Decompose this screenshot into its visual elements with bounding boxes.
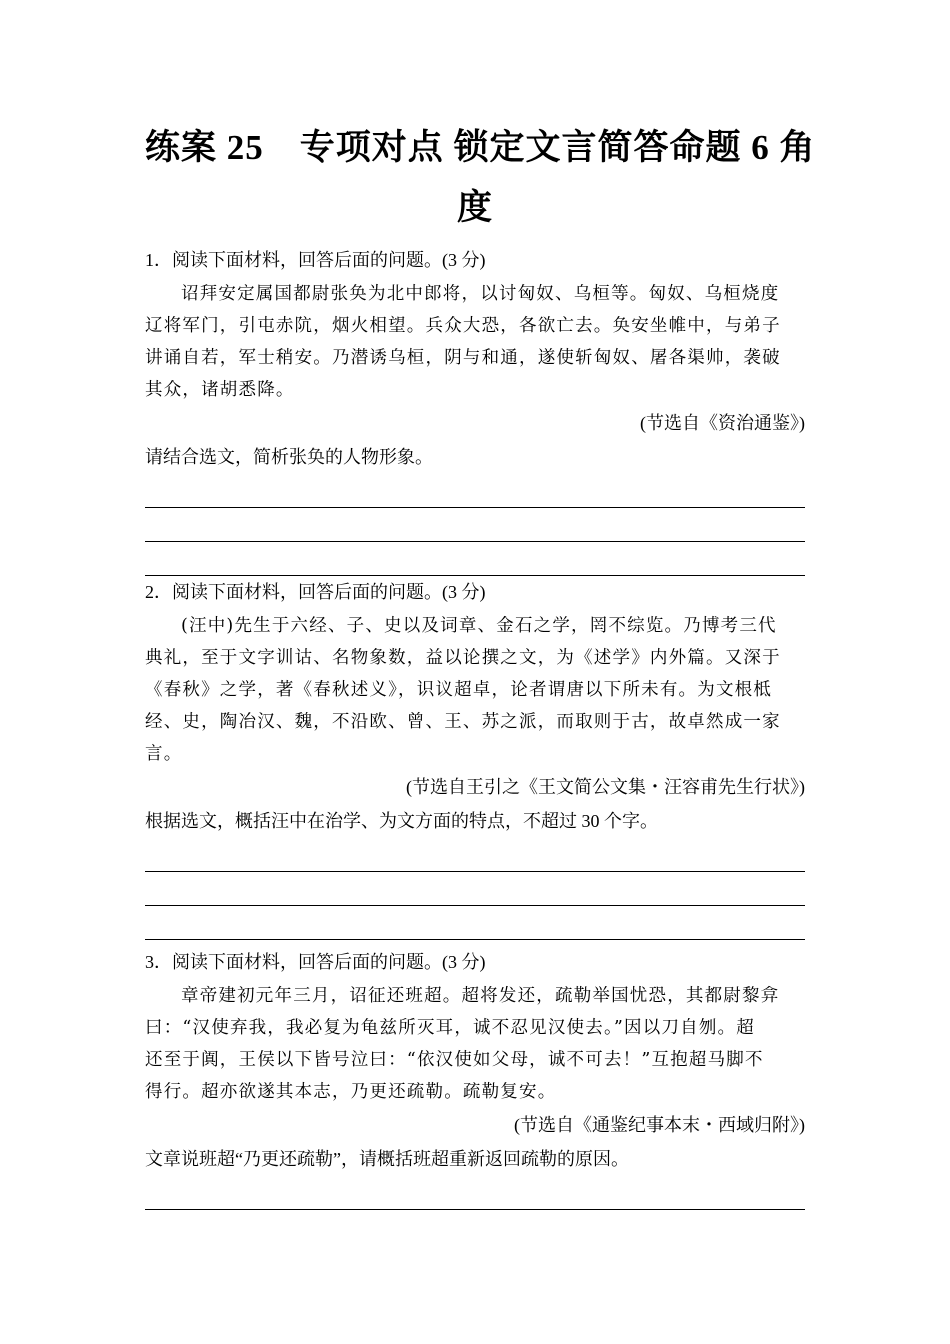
answer-line[interactable]	[145, 474, 805, 508]
passage-line: 典礼，至于文字训诂、名物象数，益以论撰之文，为《述学》内外篇。又深于	[145, 648, 781, 668]
question-prompt: 请结合选文，简析张奂的人物形象。	[145, 447, 433, 467]
passage	[145, 610, 805, 770]
page-title	[145, 0, 816, 238]
passage-line: 得行。超亦欲遂其本志，乃更还疏勒。疏勒复安。	[145, 1082, 557, 1102]
question-3	[145, 946, 805, 1210]
passage-line: 讲诵自若，军士稍安。乃潜诱乌桓，阴与和通，遂使斩匈奴、屠各渠帅，袭破	[145, 348, 781, 368]
passage	[145, 980, 805, 1108]
question-heading: 2．阅读下面材料，回答后面的问题。(3 分)	[145, 582, 486, 602]
source-citation: (节选自《资治通鉴》)	[640, 413, 805, 433]
passage-line: 经、史，陶冶汉、魏，不沿欧、曾、王、苏之派，而取则于古，故卓然成一家	[145, 712, 781, 732]
passage-line: 其众，诸胡悉降。	[145, 380, 295, 400]
passage-line: 章帝建初元年三月，诏征还班超。超将发还，疏勒举国忧恐，其都尉黎弇	[181, 986, 780, 1006]
question-1	[145, 244, 805, 576]
document-page	[145, 0, 816, 1169]
question-prompt: 根据选文，概括汪中在治学、为文方面的特点，不超过 30 个字。	[145, 811, 658, 831]
question-prompt: 文章说班超“乃更还疏勒”，请概括班超重新返回疏勒的原因。	[145, 1149, 629, 1169]
question-heading: 3．阅读下面材料，回答后面的问题。(3 分)	[145, 952, 486, 972]
passage-line: (汪中)先生于六经、子、史以及词章、金石之学，罔不综览。乃博考三代	[181, 616, 777, 636]
question-2	[145, 576, 805, 940]
source-citation: (节选自王引之《王文简公文集・汪容甫先生行状》)	[406, 777, 805, 797]
question-heading: 1．阅读下面材料，回答后面的问题。(3 分)	[145, 250, 486, 270]
passage-line: 《春秋》之学，著《春秋述义》，识议超卓，论者谓唐以下所未有。为文根柢	[145, 680, 773, 700]
passage	[145, 278, 805, 406]
answer-line[interactable]	[145, 872, 805, 906]
title-line-1: 练案 25 专项对点 锁定文言简答命题 6 角	[145, 128, 816, 167]
passage-line: 辽将军门，引屯赤阬，烟火相望。兵众大恐，各欲亡去。奂安坐帷中，与弟子	[145, 316, 781, 336]
passage-line: 曰：“汉使弃我，我必复为龟兹所灭耳，诚不忍见汉使去。”因以刀自刎。超	[145, 1018, 755, 1038]
answer-line[interactable]	[145, 508, 805, 542]
answer-line[interactable]	[145, 838, 805, 872]
passage-line: 诏拜安定属国都尉张奂为北中郎将，以讨匈奴、乌桓等。匈奴、乌桓烧度	[181, 284, 780, 304]
passage-line: 言。	[145, 744, 183, 764]
title-line-2: 度	[456, 188, 493, 227]
answer-line[interactable]	[145, 906, 805, 940]
answer-line[interactable]	[145, 1176, 805, 1210]
source-citation: (节选自《通鉴纪事本末・西域归附》)	[514, 1115, 805, 1135]
passage-line: 还至于阗，王侯以下皆号泣曰：“依汉使如父母，诚不可去！”互抱超马脚不	[145, 1050, 764, 1070]
answer-line[interactable]	[145, 542, 805, 576]
